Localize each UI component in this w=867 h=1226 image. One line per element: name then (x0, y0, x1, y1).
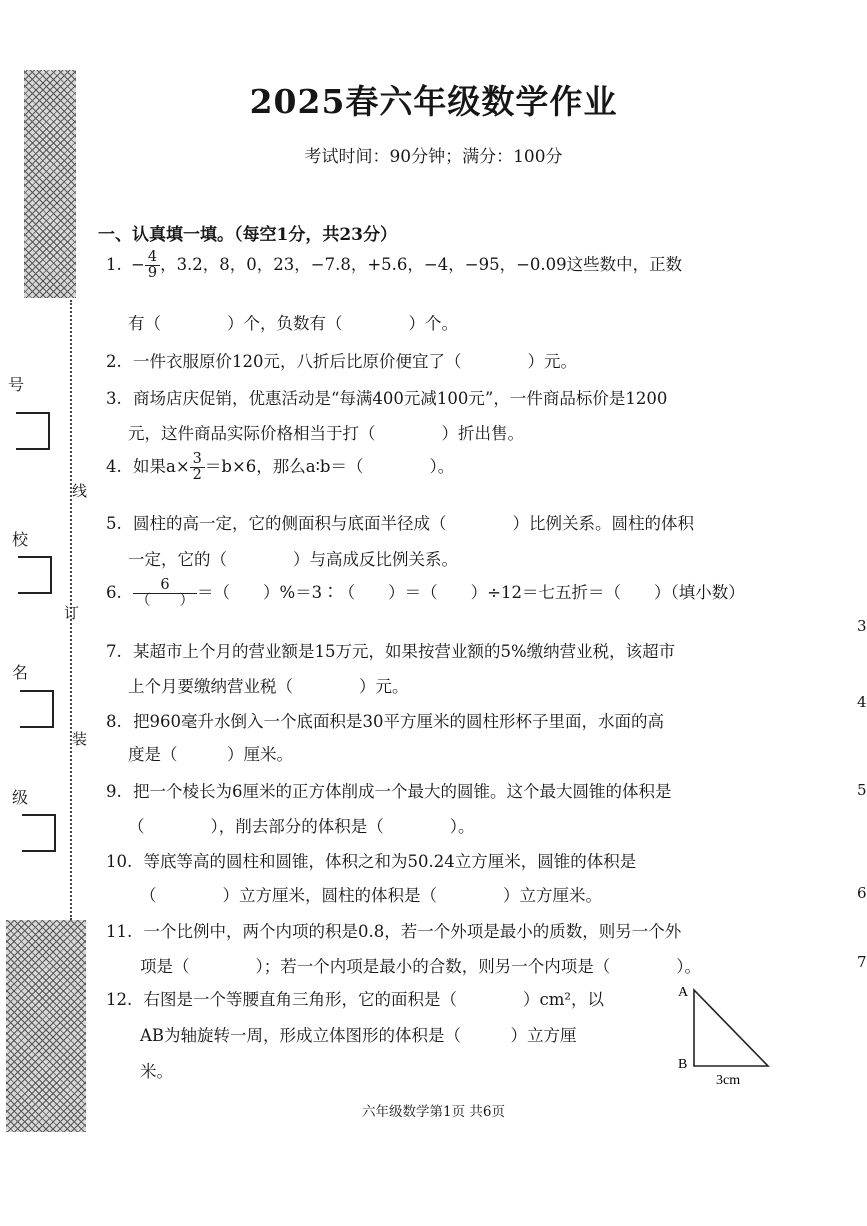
question-text: 某超市上个月的营业额是15万元，如果按营业额的5%缴纳营业税，该超市 (133, 642, 676, 661)
question-4 (106, 452, 454, 483)
question-text: 把一个棱长为6厘米的正方体削成一个最大的圆锥。这个最大圆锥的体积是 (133, 782, 672, 801)
right-edge-number: 3 (857, 617, 867, 635)
question-text: 一个比例中，两个内项的积是0.8，若一个外项是最小的质数，则另一个外 (143, 922, 682, 941)
right-edge-number: 4 (857, 693, 867, 711)
question-text: 等底等高的圆柱和圆锥，体积之和为50.24立方厘米，圆锥的体积是 (143, 852, 637, 871)
question-text: 把960毫升水倒入一个底面积是30平方厘米的圆柱形杯子里面，水面的高 (133, 712, 664, 731)
binding-label-class: 级 (12, 788, 29, 807)
section-heading: 一、认真填一填。（每空1分，共23分） (98, 225, 397, 245)
binding-label-name: 名 (12, 663, 29, 682)
binding-box-school (18, 556, 52, 594)
right-triangle-shape (694, 990, 768, 1066)
question-number: 1. (106, 255, 122, 275)
fraction-denominator: （ ） (136, 593, 194, 610)
binding-box-number (16, 412, 50, 450)
question-10-cont: （ ）立方厘米，圆柱的体积是（ ）立方厘米。 (140, 886, 602, 905)
question-text: 右图是一个等腰直角三角形，它的面积是（ ）cm²，以 (143, 990, 605, 1009)
question-8 (106, 708, 664, 732)
question-number: 2. (106, 352, 122, 371)
question-text: 一件衣服原价120元，八折后比原价便宜了（ ）元。 (133, 352, 577, 371)
fraction-numerator: 4 (145, 250, 160, 266)
question-11-cont: 项是（ ）；若一个内项是最小的合数，则另一个内项是（ ）。 (140, 957, 701, 976)
question-text: ＝b×6，那么a∶b＝（ ）。 (204, 457, 455, 477)
question-number: 9. (106, 782, 122, 801)
vertex-label-b: B (678, 1057, 688, 1072)
fraction (190, 452, 205, 483)
question-1-cont: 有（ ）个，负数有（ ）个。 (128, 314, 458, 333)
question-number: 6. (106, 583, 122, 603)
question-6 (106, 578, 745, 609)
binding-label-school: 校 (12, 530, 29, 549)
binding-mark-line: 线 (72, 482, 88, 500)
binding-box-class (22, 814, 56, 852)
binding-box-name (20, 690, 54, 728)
question-5-cont: 一定，它的（ ）与高成反比例关系。 (128, 550, 458, 569)
question-number: 8. (106, 712, 122, 731)
question-11 (106, 918, 681, 942)
question-7 (106, 638, 675, 662)
question-number: 7. (106, 642, 122, 661)
question-text: 商场店庆促销，优惠活动是“每满400元减100元”，一件商品标价是1200 (133, 389, 668, 408)
question-12-cont: 米。 (140, 1062, 173, 1081)
question-1: 1. − $\frac{4}{9}$ ，3.2，8，0，23，−7.8，+5.6，−4，−95，−0.09这些数中，正数 (106, 249, 683, 282)
fraction-numerator: 3 (190, 452, 205, 468)
fraction (145, 250, 160, 281)
binding-mark-staple: 订 (64, 604, 80, 622)
page-title: 2025春六年级数学作业 (249, 82, 618, 121)
question-text: ＝（ ）%＝3∶（ ）＝（ ）÷12＝七五折＝（ ）（填小数） (197, 583, 745, 603)
exam-info: 考试时间：90分钟；满分：100分 (304, 147, 563, 167)
question-7-cont: 上个月要缴纳营业税（ ）元。 (128, 677, 409, 696)
question-9 (106, 778, 672, 802)
question-8-cont: 度是（ ）厘米。 (128, 745, 293, 764)
fraction (133, 578, 197, 609)
right-edge-number: 6 (857, 884, 867, 902)
fraction-numerator: 6 (133, 578, 197, 594)
question-number: 12. (106, 990, 133, 1009)
binding-label-number: 号 (8, 375, 25, 394)
question-number: 4. (106, 457, 122, 477)
right-edge-number: 5 (857, 781, 867, 799)
base-length-label: 3cm (716, 1073, 741, 1088)
question-text: 圆柱的高一定，它的侧面积与底面半径成（ ）比例关系。圆柱的体积 (133, 514, 694, 533)
triangle-figure (672, 978, 782, 1090)
right-edge-number: 7 (857, 953, 867, 971)
question-12 (106, 986, 604, 1010)
question-3 (106, 385, 667, 409)
vertex-label-a: A (678, 985, 689, 1000)
question-10 (106, 848, 636, 872)
page-footer: 六年级数学第1页 共6页 (362, 1104, 505, 1120)
question-number: 11. (106, 922, 133, 941)
question-3-cont: 元，这件商品实际价格相当于打（ ）折出售。 (128, 424, 524, 443)
question-9-cont: （ ），削去部分的体积是（ ）。 (128, 817, 475, 836)
question-12-cont: AB为轴旋转一周，形成立体图形的体积是（ ）立方厘 (140, 1026, 577, 1045)
binding-mark-bind: 装 (72, 730, 88, 748)
question-number: 5. (106, 514, 122, 533)
question-number: 3. (106, 389, 122, 408)
fraction-denominator: 2 (192, 467, 202, 484)
fraction-denominator: 9 (147, 265, 158, 282)
question-number: 10. (106, 852, 133, 871)
question-text: ，3.2，8，0，23，−7.8，+5.6，−4，−95，−0.09这些数中，正数 (160, 255, 683, 275)
question-text: 如果a× (133, 457, 190, 477)
question-5 (106, 510, 694, 534)
question-2 (106, 348, 577, 372)
